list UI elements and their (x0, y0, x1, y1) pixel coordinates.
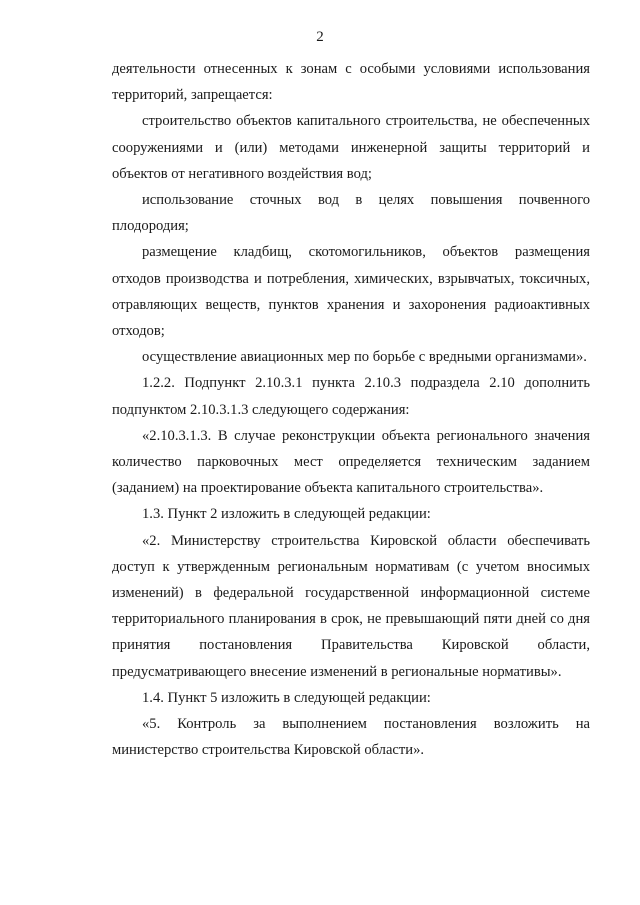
paragraph: использование сточных вод в целях повышения почвенного плодородия; (112, 192, 590, 235)
paragraph: размещение кладбищ, скотомогильников, объектов размещения отходов производства и потребления, химических, взрывчатых, токсичных, отравляющих веществ, пунктов хранения и захоронения радиоактивных отходов; (112, 244, 590, 340)
paragraph: 1.3. Пункт 2 изложить в следующей редакции: (142, 506, 431, 523)
paragraph: «2. Министерству строительства Кировской области обеспечивать доступ к утвержденным региональным нормативам (с учетом вносимых изменений) в федеральной государственной информационной системе территориального планирования в срок, не превышающий пяти дней со дня принятия постановления Правительства Кировской области, предусматривающего внесение изменений в региональные нормативы». (112, 532, 590, 680)
paragraph: 1.2.2. Подпункт 2.10.3.1 пункта 2.10.3 подраздела 2.10 дополнить подпунктом 2.10.3.1.3 следующего содержания: (112, 375, 590, 418)
paragraph: строительство объектов капитального строительства, не обеспеченных сооружениями и (или) методами инженерной защиты территорий и объектов от негативного воздействия вод; (112, 113, 590, 182)
paragraph: «2.10.3.1.3. В случае реконструкции объекта регионального значения количество парковочных мест определяется техническим заданием (заданием) на проектирование объекта капитального строительства». (112, 427, 590, 497)
paragraph: деятельности отнесенных к зонам с особыми условиями использования территорий, запрещается: (112, 61, 590, 104)
page-number: 2 (316, 29, 324, 45)
paragraph: осуществление авиационных мер по борьбе с вредными организмами». (142, 349, 587, 366)
document-body (112, 56, 590, 763)
paragraph: 1.4. Пункт 5 изложить в следующей редакции: (142, 689, 431, 706)
paragraph: «5. Контроль за выполнением постановления возложить на министерство строительства Кировской области». (112, 716, 590, 759)
